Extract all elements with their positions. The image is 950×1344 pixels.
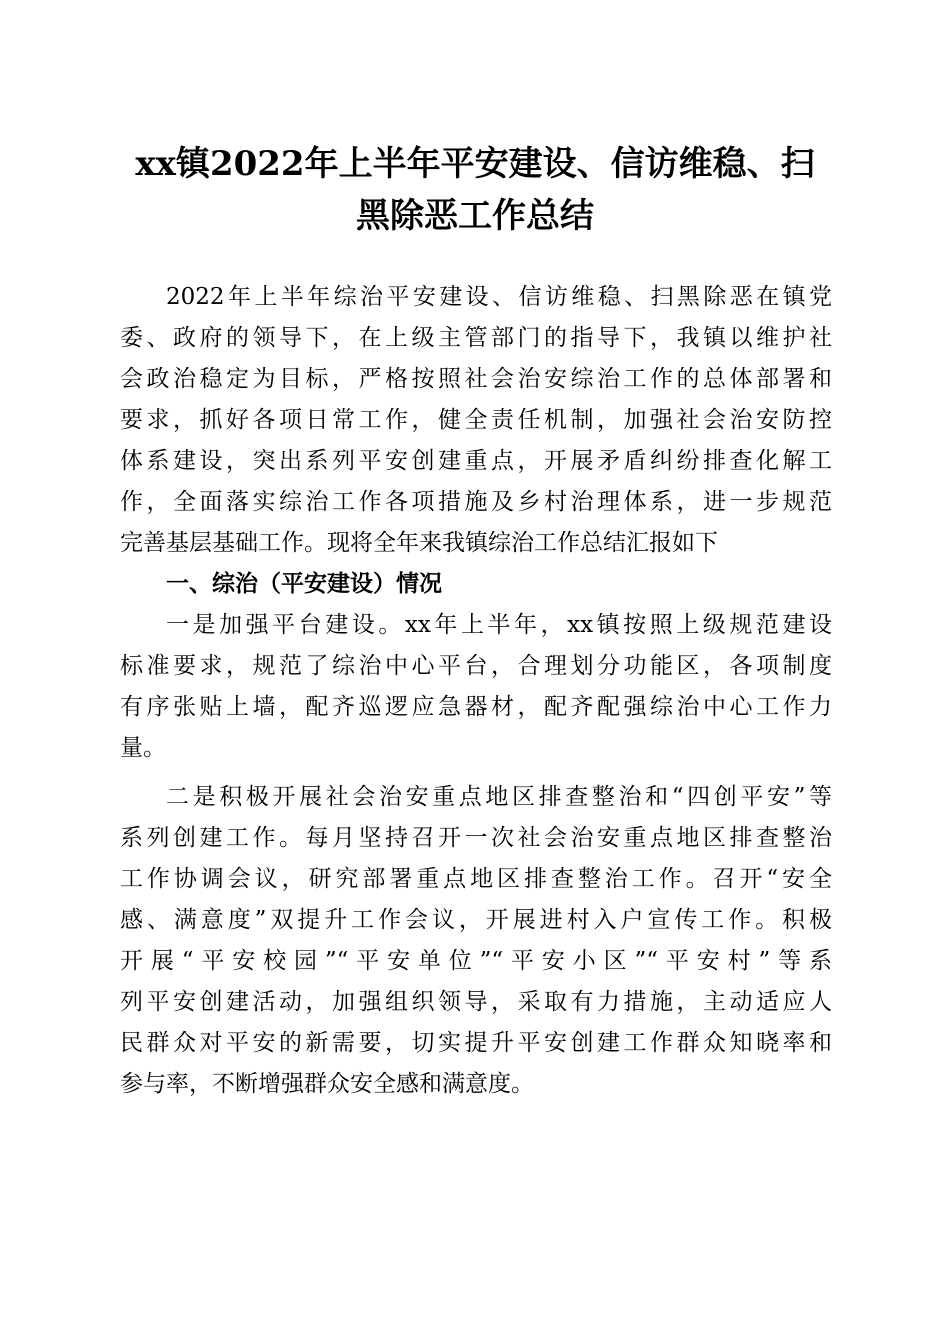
paragraph-line: 有序张贴上墙，配齐巡逻应急器材，配齐配强综治中心工作力 — [120, 694, 832, 720]
paragraph-line: 量。 — [120, 735, 166, 761]
paragraph-line: 参与率，不断增强群众安全感和满意度。 — [120, 1071, 534, 1097]
paragraph-safety-campaigns — [120, 777, 832, 1105]
paragraph-line: 开展“平安校园”“平安单位”“平安小区”“平安村”等系 — [120, 948, 832, 974]
paragraph-line: 二是积极开展社会治安重点地区排查整治和“四创平安”等 — [166, 784, 832, 810]
intro-line: 会政治稳定为目标，严格按照社会治安综治工作的总体部署和 — [120, 366, 832, 392]
intro-line: 体系建设，突出系列平安创建重点，开展矛盾纠纷排查化解工 — [120, 448, 832, 474]
paragraph-line: 一是加强平台建设。xx年上半年，xx镇按照上级规范建设 — [166, 612, 832, 638]
paragraph-line: 列平安创建活动，加强组织领导，采取有力措施，主动适应人 — [120, 989, 832, 1015]
document-body — [120, 277, 832, 1105]
paragraph-line: 系列创建工作。每月坚持召开一次社会治安重点地区排查整治 — [120, 825, 832, 851]
paragraph-line: 标准要求，规范了综治中心平台，合理划分功能区，各项制度 — [120, 653, 832, 679]
intro-line: 委、政府的领导下，在上级主管部门的指导下，我镇以维护社 — [120, 325, 832, 351]
paragraph-line: 感、满意度”双提升工作会议，开展进村入户宣传工作。积极 — [120, 907, 832, 933]
title-line-1: xx镇2022年上半年平安建设、信访维稳、扫 — [135, 144, 815, 184]
paragraph-line: 民群众对平安的新需要，切实提升平安创建工作群众知晓率和 — [120, 1030, 832, 1056]
intro-paragraph — [120, 277, 832, 564]
intro-line: 作，全面落实综治工作各项措施及乡村治理体系，进一步规范 — [120, 489, 832, 515]
intro-line: 要求，抓好各项日常工作，健全责任机制，加强社会治安防控 — [120, 407, 832, 433]
section-heading-1: 一、综治（平安建设）情况 — [166, 571, 442, 597]
intro-line: 2022年上半年综治平安建设、信访维稳、扫黑除恶在镇党 — [166, 284, 832, 310]
title-line-2: 黑除恶工作总结 — [356, 196, 594, 236]
paragraph-platform-construction — [120, 605, 832, 769]
document-title — [110, 138, 840, 242]
paragraph-line: 工作协调会议，研究部署重点地区排查整治工作。召开“安全 — [120, 866, 832, 892]
paragraph-gap — [120, 769, 832, 777]
intro-line: 完善基层基础工作。现将全年来我镇综治工作总结汇报如下 — [120, 530, 718, 556]
